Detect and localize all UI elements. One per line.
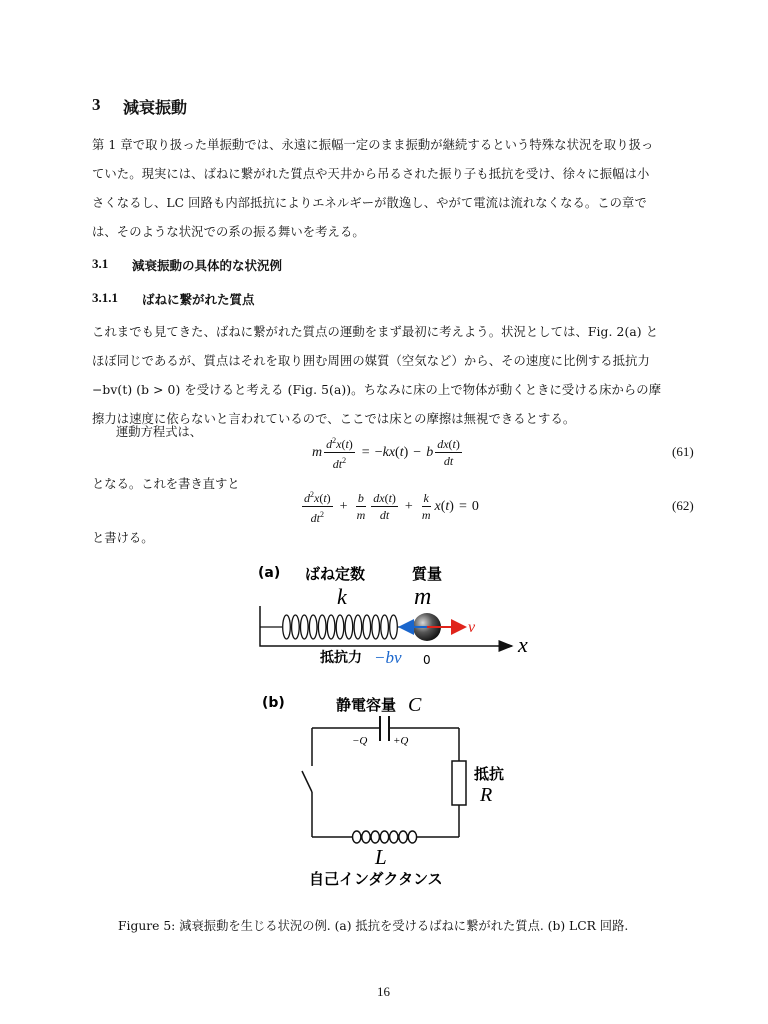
equation-61: m $\frac{d^2x(t)}{dt^2}$ = − kx ( t ) − b $\frac{dx(t)}{dt}$ xyxy=(312,436,460,471)
equation-62-number: (62) xyxy=(672,498,694,513)
after-eq62-text: と書ける。 xyxy=(92,531,154,545)
intro-line: 第 1 章で取り扱った単振動では、永遠に振幅一定のまま振動が継続するという特殊な状況を取り扱っ xyxy=(92,138,654,152)
subsubsection-number: 3.1.1 xyxy=(92,290,118,305)
body-line: これまでも見てきた、ばねに繋がれた質点の運動をまず最初に考えよう。状況としては、Fig. 2(a) と xyxy=(92,325,659,339)
subsection-title: 減衰振動の具体的な状況例 xyxy=(132,258,283,273)
cap-minus-label: −Q xyxy=(352,735,368,747)
cap-plus-label: +Q xyxy=(393,735,409,747)
equation-61-number: (61) xyxy=(672,444,694,459)
page-number: 16 xyxy=(377,984,390,999)
x-axis-symbol: x xyxy=(518,632,528,657)
intro-line: さくなるし、LC 回路も内部抵抗によりエネルギーが散逸し、やがて電流は流れなくなる。この章で xyxy=(92,196,647,210)
mass-label: 質量 xyxy=(412,565,443,583)
subsection-number: 3.1 xyxy=(92,256,109,271)
after-eq61-text: となる。これを書き直すと xyxy=(92,477,240,491)
spring-symbol: k xyxy=(337,584,347,609)
intro-line: は、そのような状況での系の振る舞いを考える。 xyxy=(92,225,365,239)
inductor-symbol: L xyxy=(375,845,387,869)
resistor-label: 抵抗 xyxy=(474,765,505,783)
mass-symbol: m xyxy=(414,584,432,610)
spring-constant-label: ばね定数 xyxy=(305,565,366,583)
panel-b-label: (b) xyxy=(262,695,285,711)
figure-caption: Figure 5: 減衰振動を生じる状況の例. (a) 抵抗を受けるばねに繋がれた質点. (b) LCR 回路. xyxy=(118,919,629,933)
body-line: ほぼ同じであるが、質点はそれを取り囲む周囲の媒質（空気など）から、その速度に比例する抵抗力 xyxy=(92,354,650,368)
equation-62: $\frac{d^2x(t)}{dt^2}$ + $\frac{b}{m}$ $\frac{dx(t)}{dt}$ + $\frac{k}{m}$ x ( t ) = 0 xyxy=(304,490,479,525)
subsubsection-title: ばねに繋がれた質点 xyxy=(142,292,255,307)
velocity-symbol: v xyxy=(468,619,476,636)
origin-label: 0 xyxy=(423,653,431,667)
panel-a-label: (a) xyxy=(258,565,281,581)
capacitance-label: 静電容量 xyxy=(336,696,397,714)
lcr-circuit xyxy=(302,716,466,843)
section-title: 減衰振動 xyxy=(123,98,188,117)
resistance-label: 抵抗力 xyxy=(320,650,362,666)
body-line: 擦力は速度に依らないと言われているので、ここでは床との摩擦は無視できるとする。 xyxy=(92,412,576,426)
body-line: −bv(t) (b > 0) を受けると考える (Fig. 5(a))。ちなみに床の上で物体が動くときに受ける床からの摩 xyxy=(92,383,662,397)
eom-intro: 運動方程式は、 xyxy=(116,425,203,439)
spring-coil xyxy=(260,615,413,639)
inductance-label: 自己インダクタンス xyxy=(309,870,443,888)
intro-line: ていた。現実には、ばねに繋がれた質点や天井から吊るされた振り子も抵抗を受け、徐々に振幅は小 xyxy=(92,167,650,181)
section-number: 3 xyxy=(92,95,101,114)
resistance-symbol: −bv xyxy=(374,648,402,667)
resistor-symbol: R xyxy=(480,784,493,806)
capacitance-symbol: C xyxy=(408,694,422,716)
